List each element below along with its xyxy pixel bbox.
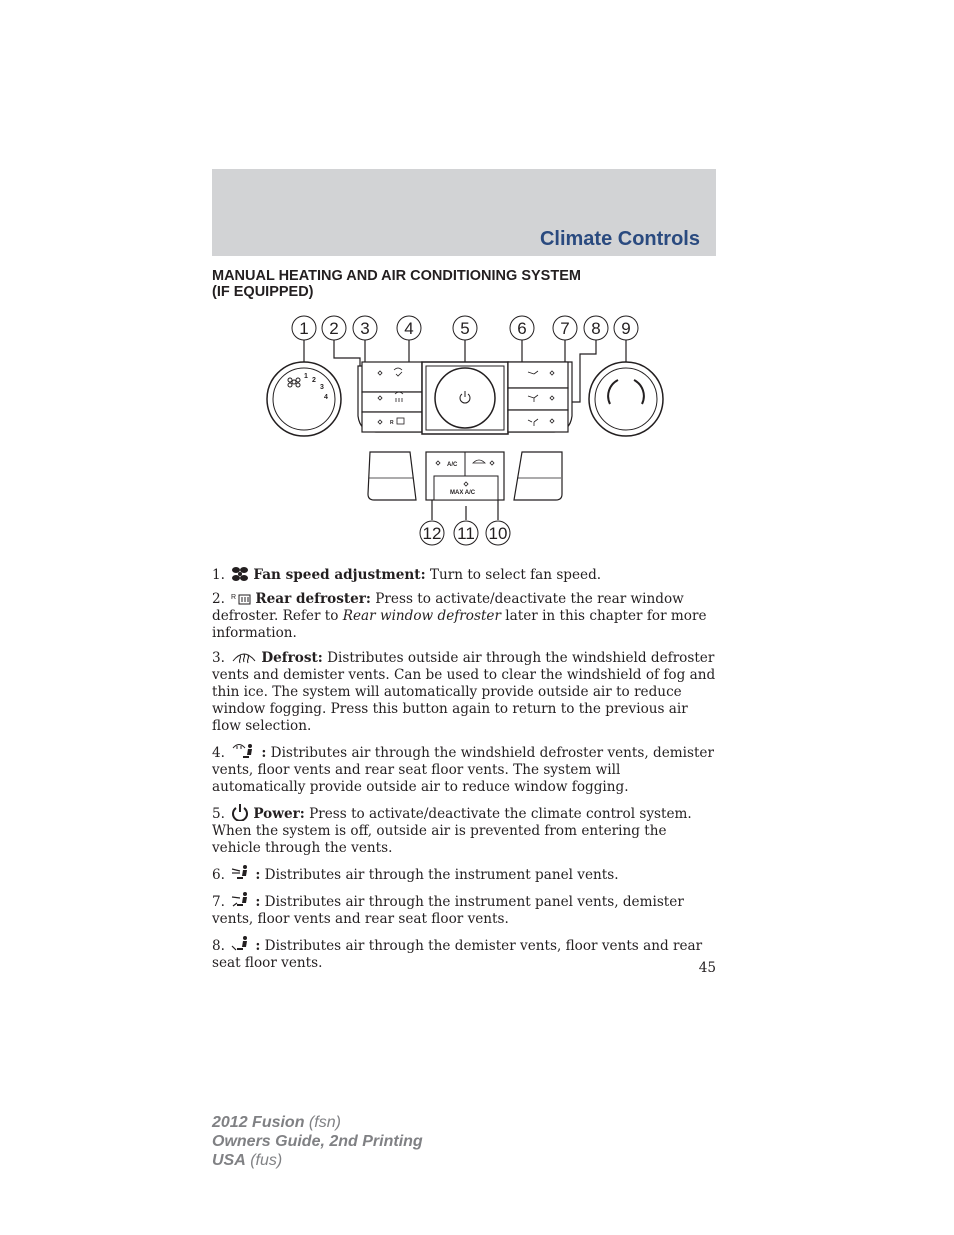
rear-defrost-icon (231, 592, 251, 606)
callout-3: 3 (360, 319, 370, 338)
fan-icon (231, 566, 249, 582)
list-item: 8. : Distributes air through the demister vents, floor vents and rear seat floor vents. (212, 935, 718, 972)
callout-8: 8 (591, 319, 601, 338)
section-heading-line2: (IF EQUIPPED) (212, 284, 314, 300)
section-heading (212, 268, 716, 300)
callout-10: 10 (488, 524, 508, 543)
chapter-title: Climate Controls (539, 228, 700, 250)
footer (212, 1113, 423, 1170)
list-item: 6. : Distributes air through the instrument panel vents. (212, 864, 718, 884)
ac-label: A/C (447, 462, 458, 468)
list-item: 5. Power: Press to activate/deactivate the climate control system. When the system is off, outside air is prevented from entering the vehicle through the vents. (212, 803, 718, 857)
footer-line3: USA (fus) (212, 1152, 283, 1169)
callout-5: 5 (460, 319, 470, 338)
callout-7: 7 (560, 319, 570, 338)
callout-6: 6 (517, 319, 527, 338)
list-item: 2. R Rear defroster: Press to activate/deactivate the rear window defroster. Refer to Rear window defroster later in this chapter for more information. (212, 591, 707, 641)
fan-mark-4: 4 (324, 394, 328, 401)
list-item: 7. : Distributes air through the instrument panel vents, demister vents, floor vents and rear seat floor vents. (212, 891, 718, 928)
defrost-floor-icon (231, 742, 257, 760)
header-band (212, 169, 716, 256)
power-icon (231, 803, 249, 821)
fan-mark-2: 2 (312, 377, 316, 384)
section-heading-line1: MANUAL HEATING AND AIR CONDITIONING SYSTEM (212, 268, 581, 284)
item-list (212, 566, 718, 979)
callout-12: 12 (422, 524, 442, 543)
page-number: 45 (698, 960, 716, 976)
max-ac-label: MAX A/C (450, 490, 476, 496)
callout-9: 9 (621, 319, 631, 338)
callout-1: 1 (299, 319, 309, 338)
list-item: 1. Fan speed adjustment: Turn to select fan speed. (212, 567, 602, 583)
footer-line2: Owners Guide, 2nd Printing (212, 1133, 423, 1150)
callout-11: 11 (457, 524, 475, 543)
rear-defrost-mark: R (390, 420, 394, 426)
fan-mark-3: 3 (320, 384, 324, 391)
callout-4: 4 (404, 319, 414, 338)
panel-vent-icon (231, 864, 251, 882)
defrost-icon (231, 649, 257, 665)
climate-control-diagram (258, 308, 678, 552)
footer-line1: 2012 Fusion (fsn) (212, 1114, 341, 1131)
fan-mark-1: 1 (304, 373, 308, 380)
list-item: 3. Defrost: Distributes outside air through the windshield defroster vents and demister vents. Can be used to clear the windshield of fog and thin ice. The system will automatically provide outside air to reduce window fogging. Press this button again to return to the previous air flow selection. (212, 650, 716, 734)
list-item: 4. : Distributes air through the windshield defroster vents, demister vents, floor vents and rear seat floor vents. The system will automatically provide outside air to reduce window fogging. (212, 742, 718, 796)
callout-2: 2 (329, 319, 339, 338)
svg-text:R: R (231, 594, 237, 601)
floor-demist-icon (231, 935, 251, 953)
panel-floor-icon (231, 891, 251, 909)
